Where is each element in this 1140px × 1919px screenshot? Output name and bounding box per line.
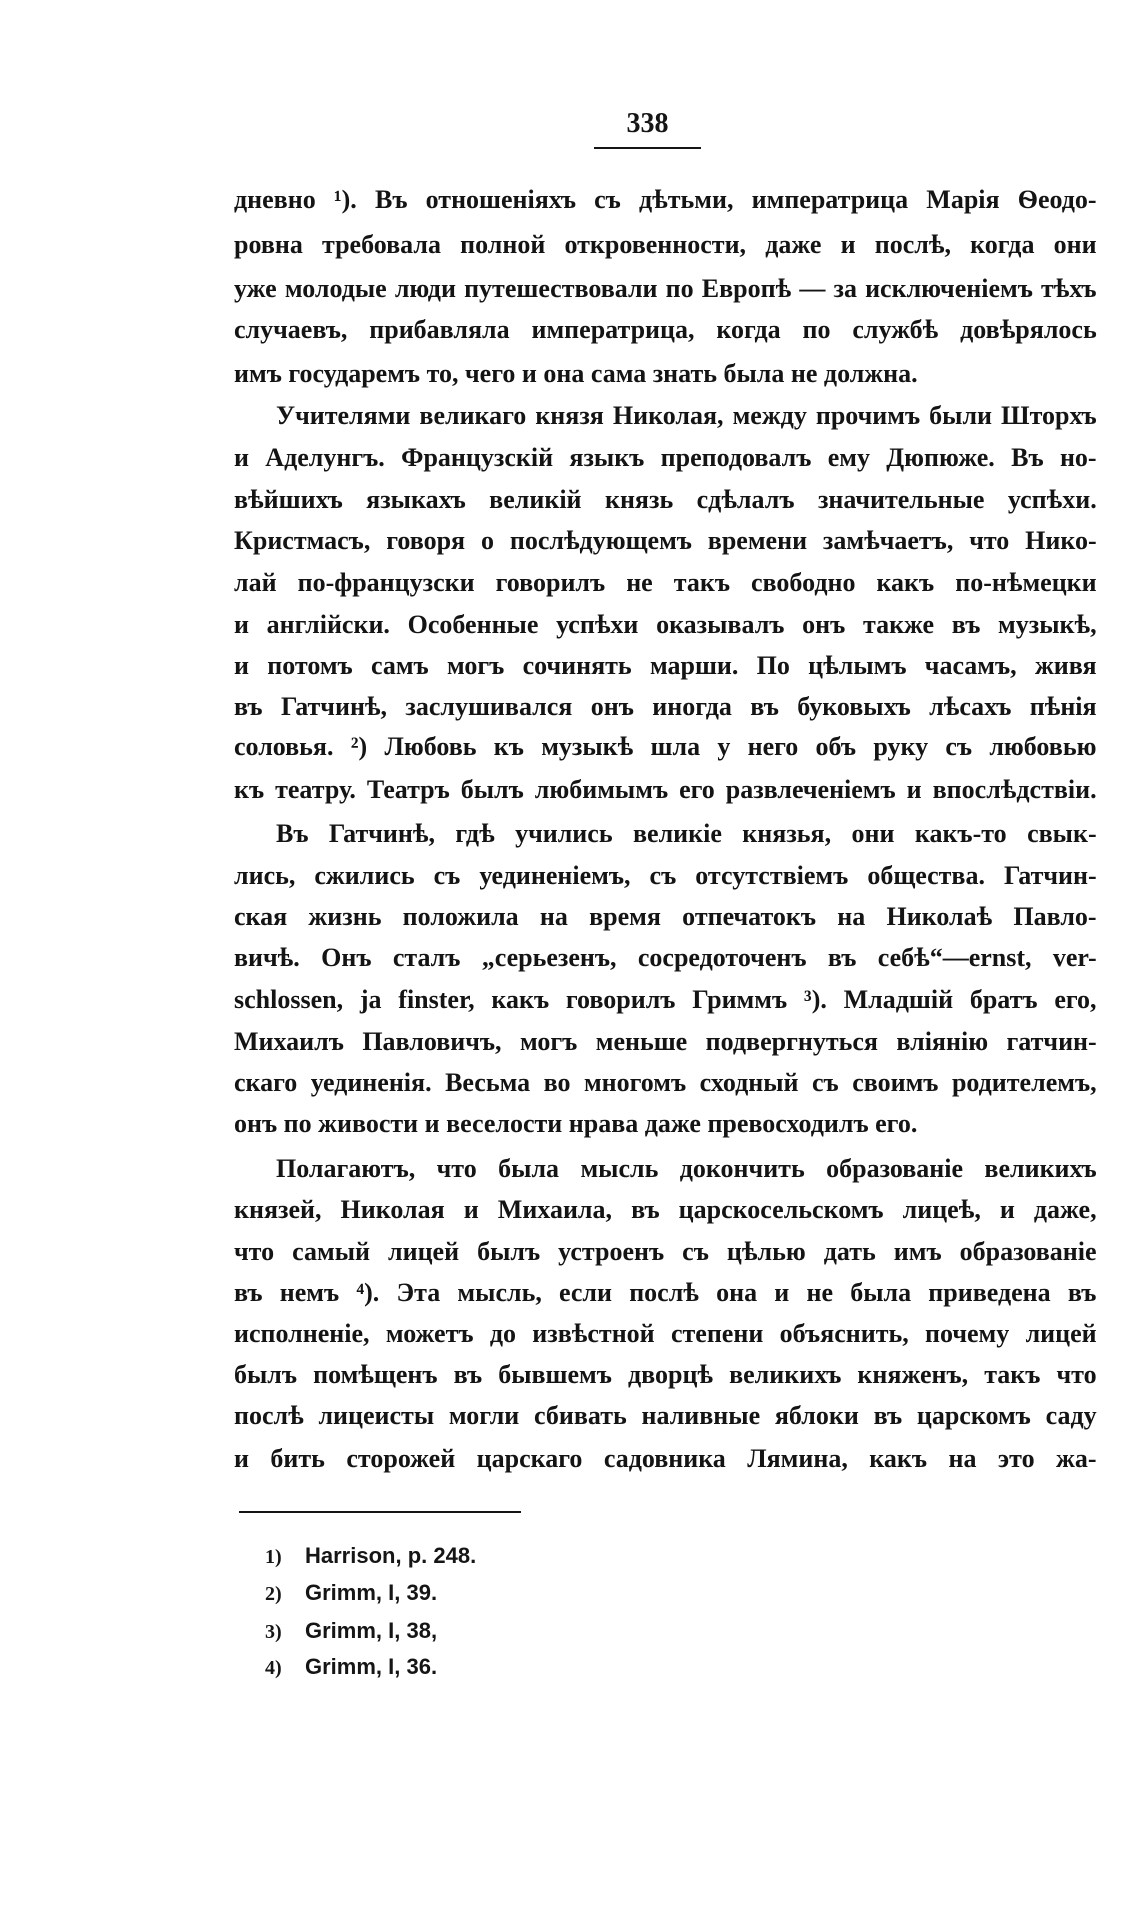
page-number: 338 [626, 108, 669, 139]
footnote-text: Harrison, p. 248. [305, 1543, 477, 1568]
text-line: Полагаютъ, что была мысль докончить образованіе великихъ [276, 1154, 1097, 1183]
text-line: послѣ лицеисты могли сбивать наливные яблоки въ царскомъ саду [234, 1401, 1097, 1430]
text-line: Въ Гатчинѣ, гдѣ учились великіе князья, они какъ-то свык- [276, 819, 1097, 848]
footnote-text: Grimm, I, 39. [305, 1580, 438, 1605]
text-line: ская жизнь положила на время отпечатокъ на Николаѣ Павло- [234, 902, 1097, 931]
text-line: лай по-французски говорилъ не такъ свободно какъ по-нѣмецки [234, 568, 1097, 597]
text-line: что самый лицей былъ устроенъ съ цѣлью дать имъ образованіе [234, 1237, 1097, 1266]
footnote-marker: 2) [265, 1583, 282, 1605]
text-line: исполненіе, можетъ до извѣстной степени объяснить, почему лицей [234, 1319, 1097, 1348]
text-line: соловья. ²) Любовь къ музыкѣ шла у него объ руку съ любовью [234, 732, 1097, 761]
text-line: ровна требовала полной откровенности, даже и послѣ, когда они [234, 230, 1097, 259]
text-line: имъ государемъ то, чего и она сама знать была не должна. [234, 359, 918, 388]
text-line: скаго уединенія. Весьма во многомъ сходный съ своимъ родителемъ, [234, 1068, 1097, 1097]
footnote-rule [239, 1511, 521, 1513]
text-line: въ немъ ⁴). Эта мысль, если послѣ она и не была приведена въ [234, 1278, 1097, 1307]
text-line: и бить сторожей царскаго садовника Лямина, какъ на это жа- [234, 1444, 1097, 1473]
text-line: Кристмасъ, говоря о послѣдующемъ времени замѣчаетъ, что Нико- [234, 526, 1097, 555]
text-line: лись, сжились съ уединеніемъ, съ отсутствіемъ общества. Гатчин- [234, 861, 1097, 890]
text-line: и Аделунгъ. Французскій языкъ преподовалъ ему Дюпюже. Въ но- [234, 443, 1097, 472]
text-line: былъ помѣщенъ въ бывшемъ дворцѣ великихъ княженъ, такъ что [234, 1360, 1097, 1389]
footnote-text: Grimm, I, 36. [305, 1654, 438, 1679]
text-line: вѣйшихъ языкахъ великій князь сдѣлалъ значительные успѣхи. [234, 485, 1097, 514]
footnote [265, 1578, 437, 1608]
footnote [265, 1652, 437, 1682]
text-line: и потомъ самъ могъ сочинять марши. По цѣлымъ часамъ, живя [234, 651, 1097, 680]
text-line: къ театру. Театръ былъ любимымъ его развлеченіемъ и впослѣдствіи. [234, 775, 1097, 804]
text-line: князей, Николая и Михаила, въ царскосельскомъ лицеѣ, и даже, [234, 1195, 1097, 1224]
text-line: случаевъ, прибавляла императрица, когда по службѣ довѣрялось [234, 315, 1097, 344]
footnote-marker: 4) [265, 1657, 282, 1679]
text-line: дневно ¹). Въ отношеніяхъ съ дѣтьми, императрица Марія Ѳеодо- [234, 185, 1097, 214]
text-line: Михаилъ Павловичъ, могъ меньше подвергнуться вліянію гатчин- [234, 1027, 1097, 1056]
footnote-marker: 3) [265, 1621, 282, 1643]
text-line: и англійски. Особенные успѣхи оказывалъ онъ также въ музыкѣ, [234, 610, 1097, 639]
footnote [265, 1616, 437, 1646]
text-line: Учителями великаго князя Николая, между прочимъ были Шторхъ [276, 401, 1097, 430]
text-line: schlossen, ja finster, какъ говорилъ Гриммъ ³). Младшій братъ его, [234, 985, 1097, 1014]
text-line: въ Гатчинѣ, заслушивался онъ иногда въ буковыхъ лѣсахъ пѣнія [234, 692, 1097, 721]
text-line: вичѣ. Онъ сталъ „серьезенъ, сосредоточенъ въ себѣ“—ernst, ver- [234, 943, 1097, 972]
footnote-marker: 1) [265, 1546, 282, 1568]
footnote [265, 1541, 476, 1571]
footnote-text: Grimm, I, 38, [305, 1618, 438, 1643]
text-line: уже молодые люди путешествовали по Европѣ — за исключеніемъ тѣхъ [234, 274, 1097, 303]
text-line: онъ по живости и веселости нрава даже превосходилъ его. [234, 1109, 918, 1138]
